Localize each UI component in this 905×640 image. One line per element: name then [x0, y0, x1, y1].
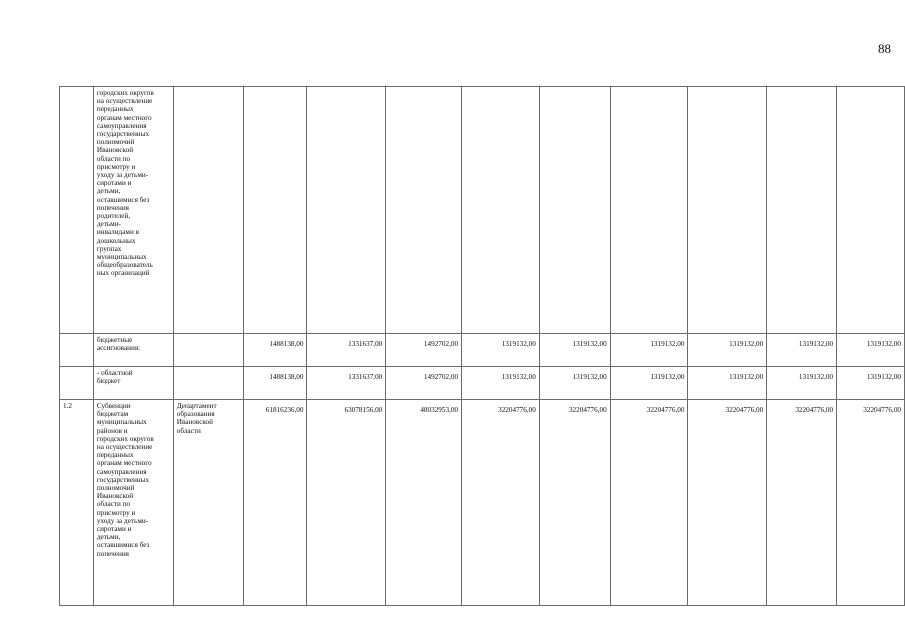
value-cell	[767, 87, 837, 334]
value-cell: 32204776,00	[767, 400, 837, 606]
value-cell: 1319132,00	[837, 334, 905, 367]
row-number-cell	[60, 87, 94, 334]
value-cell: 1319132,00	[688, 367, 767, 400]
value-cell: 32204776,00	[539, 400, 610, 606]
value-cell: 1319132,00	[462, 334, 540, 367]
value-cell: 61816236,00	[243, 400, 307, 606]
value-cell: 32204776,00	[610, 400, 688, 606]
value-cell	[837, 87, 905, 334]
executor-cell	[173, 367, 243, 400]
value-cell: 63078156,00	[307, 400, 386, 606]
table-row	[60, 87, 905, 334]
table-row	[60, 367, 905, 400]
page-number: 88	[878, 41, 891, 56]
row-number-cell	[60, 334, 94, 367]
value-cell: 1492702,00	[386, 367, 462, 400]
value-cell: 1488138,00	[243, 367, 307, 400]
value-cell	[462, 87, 540, 334]
value-cell: 32204776,00	[688, 400, 767, 606]
value-cell: 32204776,00	[837, 400, 905, 606]
value-cell	[243, 87, 307, 334]
value-cell: 1331637,00	[307, 334, 386, 367]
value-cell: 1319132,00	[462, 367, 540, 400]
executor-cell	[173, 334, 243, 367]
value-cell	[539, 87, 610, 334]
name-cell: городских округов на осуществление переданных органам местного самоуправления государственных полномочий Ивановской области по присмотру и уходу за детьми- сиротами и детьми, оставшимися без попечения родителей, детьми- инвалидами в дошкольных группах муниципальных общеобразователь ных организаций	[93, 87, 173, 334]
value-cell: 1331637,00	[307, 367, 386, 400]
value-cell: 1319132,00	[539, 334, 610, 367]
value-cell: 48032953,00	[386, 400, 462, 606]
value-cell: 1488138,00	[243, 334, 307, 367]
table-row	[60, 334, 905, 367]
budget-table	[59, 86, 905, 606]
value-cell: 32204776,00	[462, 400, 540, 606]
executor-cell: Департамент образования Ивановской области	[173, 400, 243, 606]
value-cell: 1319132,00	[610, 334, 688, 367]
value-cell: 1319132,00	[767, 334, 837, 367]
row-number-cell	[60, 367, 94, 400]
value-cell: 1319132,00	[610, 367, 688, 400]
name-cell: Субвенции бюджетам муниципальных районов и городских округов на осуществление переданных органам местного самоуправления государственных полномочий Ивановской области по присмотру и уходу за детьми- сиротами и детьми, оставшимися без попечения	[93, 400, 173, 606]
row-number-cell: 1.2	[60, 400, 94, 606]
value-cell: 1492702,00	[386, 334, 462, 367]
value-cell	[307, 87, 386, 334]
value-cell: 1319132,00	[767, 367, 837, 400]
value-cell	[688, 87, 767, 334]
name-cell: бюджетные ассигнования:	[93, 334, 173, 367]
value-cell: 1319132,00	[539, 367, 610, 400]
executor-cell	[173, 87, 243, 334]
value-cell	[610, 87, 688, 334]
value-cell: 1319132,00	[837, 367, 905, 400]
value-cell	[386, 87, 462, 334]
table-row	[60, 400, 905, 606]
name-cell: - областной бюджет	[93, 367, 173, 400]
value-cell: 1319132,00	[688, 334, 767, 367]
